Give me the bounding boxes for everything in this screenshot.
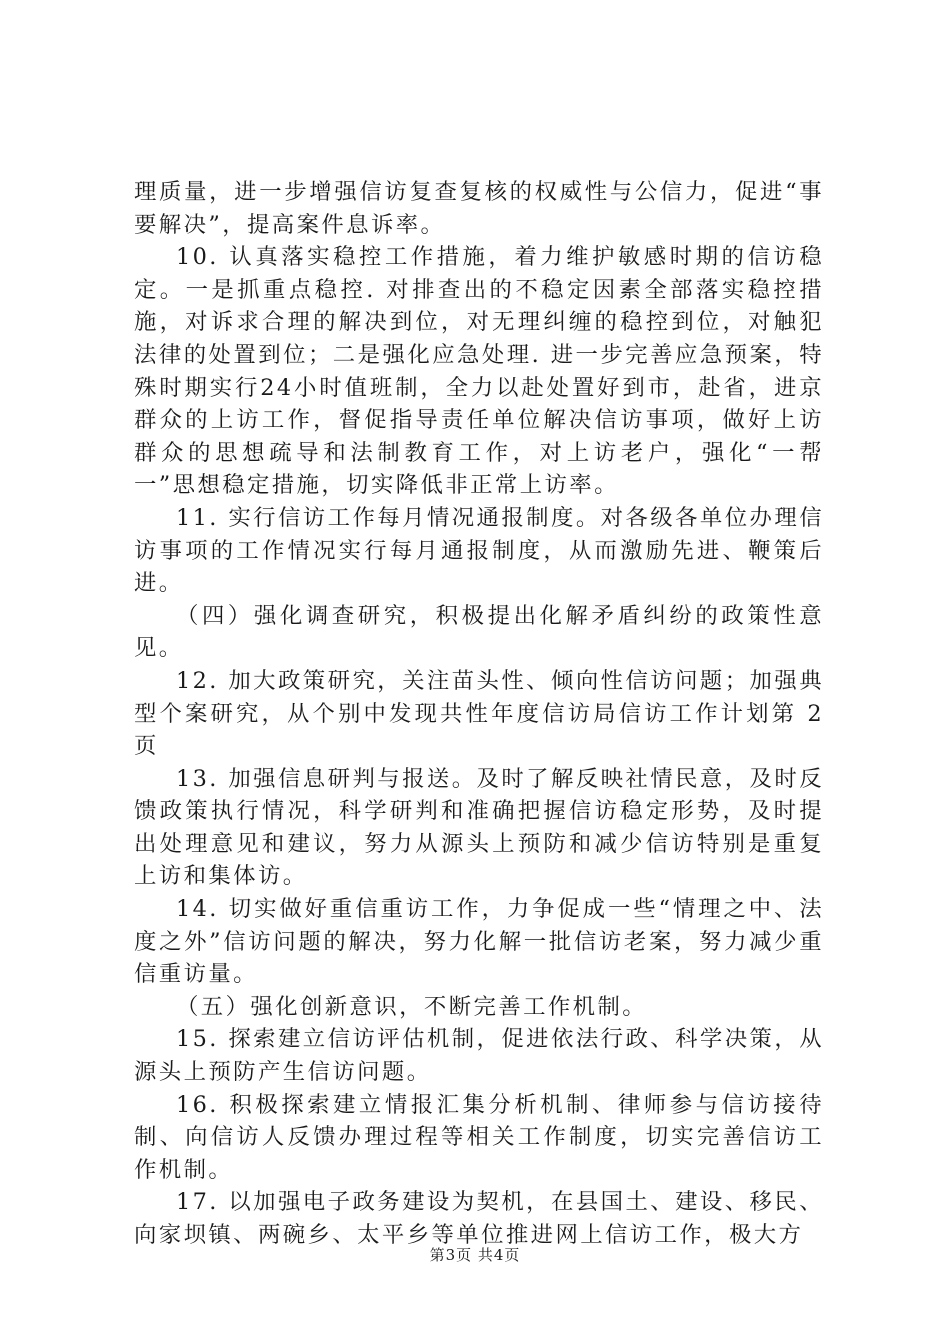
section-heading-4: （四）强化调查研究，积极提出化解矛盾纠纷的政策性意见。 [134,602,824,662]
paragraph-item-15: 15. 探索建立信访评估机制，促进依法行政、科学决策，从源头上预防产生信访问题。 [134,1026,824,1086]
page-number-label: 第3页 共4页 [429,1246,521,1264]
page-footer [0,1244,950,1265]
section-heading-5: （五）强化创新意识，不断完善工作机制。 [176,993,648,1020]
paragraph-item-10: 10. 认真落实稳控工作措施，着力维护敏感时期的信访稳定。一是抓重点稳控. 对排查出的不稳定因素全部落实稳控措施，对诉求合理的解决到位，对无理纠缠的稳控到位，对触犯法律的处置到位；二是强化应急处理. 进一步完善应急预案，特殊时期实行24小时值班制，全力以赴处置好到市，赴省，进京群众的上访工作，督促指导责任单位解决信访事项，做好上访群众的思想疏导和法制教育工作，对上访老户，强化“一帮一”思想稳定措施，切实降低非正常上访率。 [134,244,824,499]
paragraph-item-14: 14. 切实做好重信重访工作，力争促成一些“情理之中、法度之外”信访问题的解决，努力化解一批信访老案，努力减少重信重访量。 [134,896,824,988]
paragraph-item-16: 16. 积极探索建立情报汇集分析机制、律师参与信访接待制、向信访人反馈办理过程等相关工作制度，切实完善信访工作机制。 [134,1091,824,1183]
paragraph-continuation: 理质量，进一步增强信访复查复核的权威性与公信力，促进“事要解决”，提高案件息诉率。 [134,179,824,238]
paragraph-item-12: 12. 加大政策研究，关注苗头性、倾向性信访问题；加强典型个案研究，从个别中发现共性年度信访局信访工作计划第 2 页 [134,667,824,760]
paragraph-item-11: 11. 实行信访工作每月情况通报制度。对各级各单位办理信访事项的工作情况实行每月通报制度，从而激励先进、鞭策后进。 [134,504,824,597]
paragraph-item-17: 17. 以加强电子政务建设为契机，在县国土、建设、移民、向家坝镇、两碗乡、太平乡等单位推进网上信访工作，极大方 [134,1189,824,1248]
paragraph-item-13: 13. 加强信息研判与报送。及时了解反映社情民意，及时反馈政策执行情况，科学研判和准确把握信访稳定形势，及时提出处理意见和建议，努力从源头上预防和减少信访特别是重复上访和集体访。 [134,765,824,890]
document-body [134,176,824,1252]
